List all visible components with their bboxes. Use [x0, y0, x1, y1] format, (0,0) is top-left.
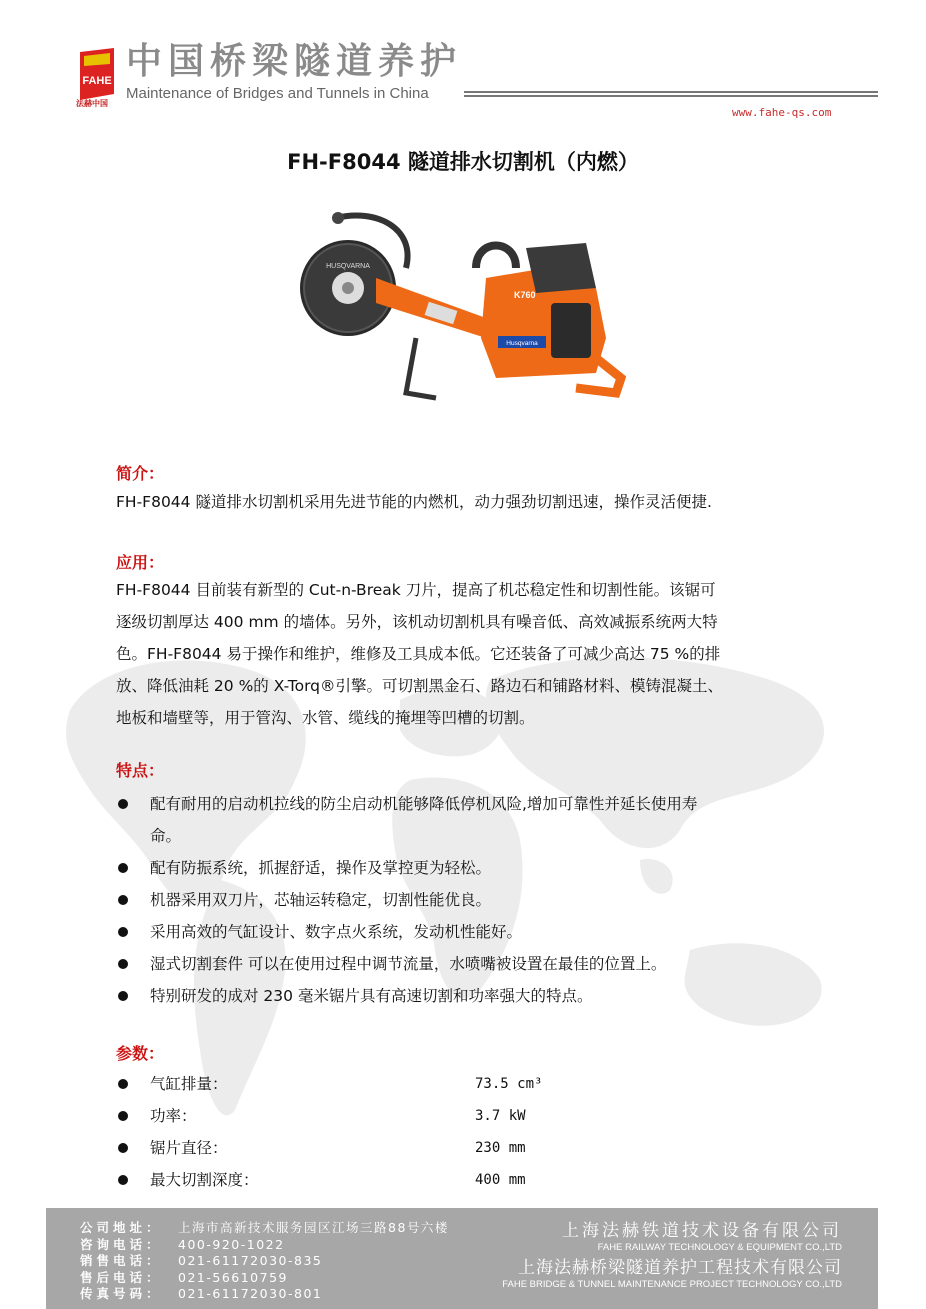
- brand-english: Maintenance of Bridges and Tunnels in China: [126, 85, 429, 102]
- feature-item: [116, 852, 816, 884]
- cut-off-saw-photo: [296, 208, 626, 404]
- contact-row: [80, 1253, 449, 1270]
- param-value: 3.7 kW: [475, 1108, 526, 1124]
- application-line: 放、降低油耗 20 %的 X-Torq®引擎。可切割黑金石、路边石和铺路材料、模铸混凝土、: [116, 677, 724, 695]
- features-heading: 特点：: [116, 761, 165, 780]
- company2-english: FAHE BRIDGE & TUNNEL MAINTENANCE PROJECT TECHNOLOGY CO.,LTD: [502, 1279, 842, 1290]
- header-rule: [464, 91, 878, 101]
- bullet-icon: [118, 895, 128, 905]
- bullet-icon: [118, 1079, 128, 1089]
- param-name: 气缸排量：: [150, 1075, 228, 1093]
- page-title: FH-F8044 隧道排水切割机（内燃）: [287, 150, 639, 174]
- bullet-icon: [118, 959, 128, 969]
- contact-row: [80, 1286, 449, 1303]
- bullet-icon: [118, 1175, 128, 1185]
- contact-value: 021-61172030-801: [178, 1286, 323, 1301]
- bullet-icon: [118, 927, 128, 937]
- company1-name: 上海法赫铁道技术设备有限公司: [562, 1221, 842, 1241]
- fahe-logo: [74, 44, 120, 106]
- contact-label: 咨询电话：: [80, 1236, 163, 1252]
- brand-label: Husqvarna: [506, 340, 538, 347]
- contact-value: 021-56610759: [178, 1269, 288, 1285]
- application-line: 色。FH-F8044 易于操作和维护，维修及工具成本低。它还装备了可减少高达 75 %的排: [116, 645, 721, 663]
- param-name: 功率：: [150, 1107, 197, 1125]
- application-text: [116, 574, 816, 734]
- feature-item: [116, 884, 816, 916]
- application-line: FH-F8044 目前装有新型的 Cut-n-Break 刀片，提高了机芯稳定性和切割性能。该锯可: [116, 581, 716, 599]
- contact-value: 021-61172030-835: [178, 1253, 323, 1268]
- feature-item: [116, 948, 816, 980]
- feature-text: 配有防振系统，抓握舒适，操作及掌控更为轻松。: [150, 859, 492, 877]
- company2-name: 上海法赫桥梁隧道养护工程技术有限公司: [518, 1258, 842, 1278]
- contact-row: [80, 1270, 449, 1287]
- feature-text: 命。: [150, 827, 182, 845]
- param-value: 230 mm: [475, 1140, 526, 1156]
- bullet-icon: [118, 863, 128, 873]
- params-list: [116, 1068, 716, 1196]
- param-name: 锯片直径：: [150, 1139, 228, 1157]
- bullet-icon: [118, 991, 128, 1001]
- svg-text:HUSQVARNA: HUSQVARNA: [326, 263, 370, 270]
- contact-label: 售后电话：: [80, 1269, 163, 1285]
- feature-text: 特别研发的成对 230 毫米锯片具有高速切割和功率强大的特点。: [150, 987, 593, 1005]
- feature-item: [116, 788, 816, 852]
- feature-text: 湿式切割套件 可以在使用过程中调节流量，水喷嘴被设置在最佳的位置上。: [150, 955, 667, 973]
- feature-text: 采用高效的气缸设计、数字点火系统，发动机性能好。: [150, 923, 523, 941]
- intro-heading: 简介：: [116, 464, 165, 483]
- feature-item: [116, 980, 816, 1012]
- bullet-icon: [118, 1111, 128, 1121]
- contact-label: 销售电话：: [80, 1253, 163, 1268]
- param-item: [116, 1164, 716, 1196]
- contact-label: 公司地址：: [80, 1220, 163, 1235]
- contact-label: 传真号码：: [80, 1286, 163, 1301]
- application-line: 逐级切割厚达 400 mm 的墙体。另外，该机动切割机具有噪音低、高效减振系统两大特: [116, 613, 718, 631]
- param-value: 73.5 cm³: [475, 1076, 543, 1092]
- application-heading: 应用：: [116, 553, 165, 572]
- contact-value: 上海市高新技术服务园区江场三路88号六楼: [178, 1220, 449, 1235]
- contact-row: [80, 1237, 449, 1254]
- feature-item: [116, 916, 816, 948]
- contact-value: 400-920-1022: [178, 1236, 285, 1252]
- contact-block: [80, 1220, 449, 1303]
- model-label: K760: [514, 290, 536, 300]
- params-heading: 参数：: [116, 1044, 165, 1063]
- param-name: 最大切割深度：: [150, 1171, 259, 1189]
- param-item: [116, 1132, 716, 1164]
- intro-text: FH-F8044 隧道排水切割机采用先进节能的内燃机，动力强劲切割迅速，操作灵活便捷.: [116, 493, 712, 511]
- contact-row: [80, 1220, 449, 1237]
- param-item: [116, 1068, 716, 1100]
- brand-chinese: 中国桥梁隧道养护: [126, 41, 463, 82]
- company-block: [502, 1220, 842, 1291]
- param-item: [116, 1100, 716, 1132]
- logo-subtitle: 法赫中国: [76, 99, 108, 108]
- features-list: [116, 788, 816, 1012]
- param-value: 400 mm: [475, 1172, 526, 1188]
- application-line: 地板和墙壁等，用于管沟、水管、缆线的掩埋等凹槽的切割。: [116, 709, 535, 727]
- bullet-icon: [118, 1143, 128, 1153]
- footer: [46, 1208, 878, 1309]
- feature-text: 配有耐用的启动机拉线的防尘启动机能够降低停机风险,增加可靠性并延长使用寿: [150, 795, 698, 813]
- website-link[interactable]: www.fahe-qs.com: [732, 106, 832, 119]
- bullet-icon: [118, 799, 128, 809]
- feature-text: 机器采用双刀片，芯轴运转稳定，切割性能优良。: [150, 891, 492, 909]
- company1-english: FAHE RAILWAY TECHNOLOGY & EQUIPMENT CO.,LTD: [597, 1242, 842, 1253]
- logo-text: FAHE: [82, 75, 112, 87]
